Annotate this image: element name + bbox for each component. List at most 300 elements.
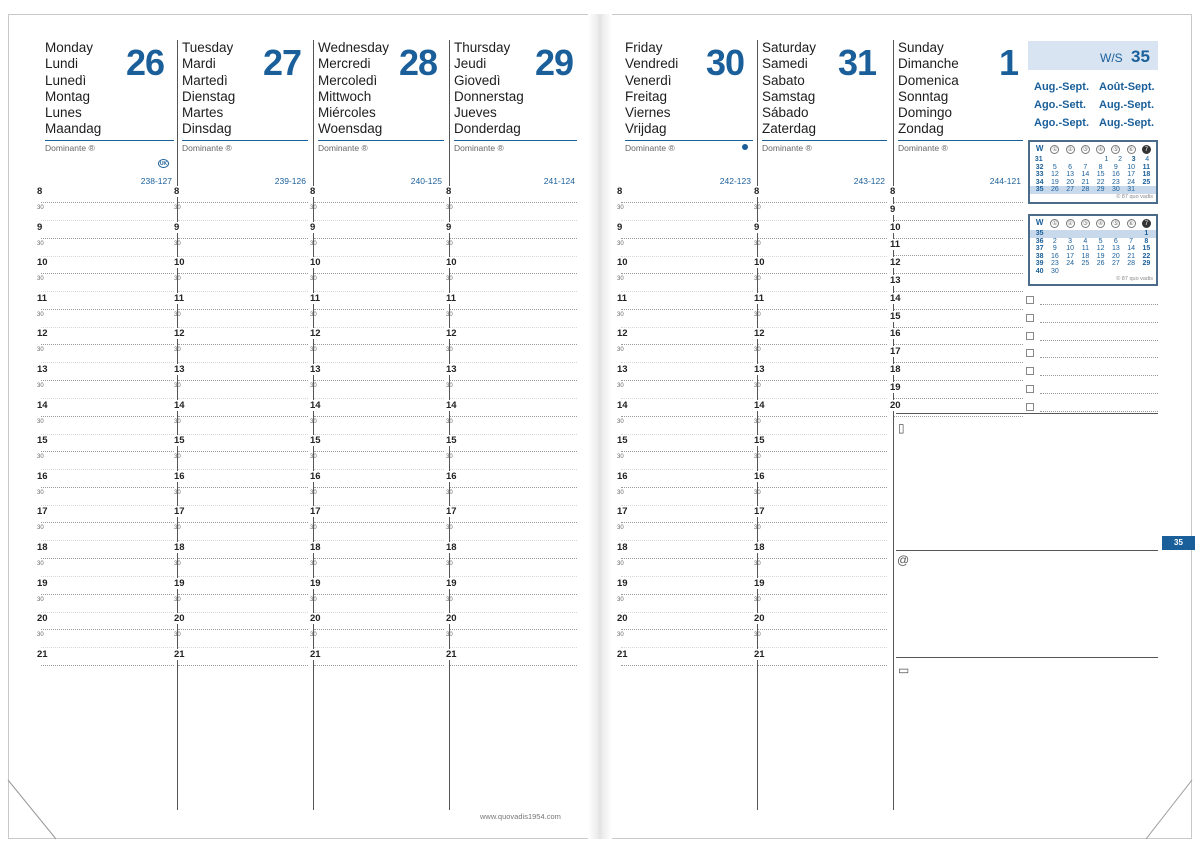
- hour-line[interactable]: [178, 487, 308, 488]
- hour-line[interactable]: [450, 238, 577, 239]
- half-hour-line[interactable]: [758, 434, 887, 435]
- hour-line[interactable]: [894, 398, 1023, 399]
- calendar-day[interactable]: 4: [1145, 156, 1150, 163]
- calendar-day[interactable]: 21: [1081, 178, 1090, 186]
- hour-line[interactable]: [621, 558, 753, 559]
- calendar-day[interactable]: [1095, 230, 1107, 238]
- calendar-day[interactable]: [1049, 230, 1061, 238]
- calendar-day[interactable]: [1046, 156, 1058, 164]
- calendar-day[interactable]: 15: [1142, 245, 1151, 253]
- half-hour-line[interactable]: [178, 398, 308, 399]
- half-hour-line[interactable]: [314, 469, 444, 470]
- half-hour-line[interactable]: [621, 647, 753, 648]
- hour-line[interactable]: [450, 202, 577, 203]
- day-column: [617, 40, 755, 810]
- hour-line[interactable]: [758, 380, 887, 381]
- calendar-day[interactable]: 6: [1068, 163, 1073, 171]
- dominante-label: Dominante ®: [318, 143, 368, 153]
- half-hour-line[interactable]: [41, 612, 174, 613]
- hour-line[interactable]: [41, 522, 174, 523]
- calendar-day[interactable]: 13: [1111, 245, 1120, 253]
- calendar-day[interactable]: [1064, 230, 1076, 238]
- task-checkbox[interactable]: [1026, 349, 1034, 357]
- half-hour-line[interactable]: [41, 256, 174, 257]
- half-hour-line[interactable]: [621, 362, 753, 363]
- calendar-day[interactable]: 7: [1083, 163, 1088, 171]
- calendar-day[interactable]: 13: [1066, 171, 1075, 179]
- half-hour-label: 30: [174, 596, 181, 603]
- hour-line[interactable]: [621, 380, 753, 381]
- calendar-day[interactable]: [1110, 230, 1122, 238]
- hour-line[interactable]: [621, 487, 753, 488]
- half-hour-label: 30: [446, 311, 453, 318]
- hour-line[interactable]: [41, 344, 174, 345]
- half-hour-line[interactable]: [450, 291, 577, 292]
- hour-line[interactable]: [758, 451, 887, 452]
- half-hour-line[interactable]: [621, 469, 753, 470]
- calendar-day[interactable]: 29: [1096, 186, 1105, 194]
- calendar-day[interactable]: [1140, 186, 1152, 194]
- day-name: Samstag: [762, 88, 816, 104]
- half-hour-line[interactable]: [314, 612, 444, 613]
- calendar-day[interactable]: 26: [1050, 186, 1059, 194]
- half-hour-line[interactable]: [621, 220, 753, 221]
- hour-line[interactable]: [41, 594, 174, 595]
- half-hour-label: 30: [37, 347, 44, 354]
- half-hour-line[interactable]: [41, 576, 174, 577]
- hour-line[interactable]: [314, 202, 444, 203]
- hour-line[interactable]: [314, 629, 444, 630]
- calendar-day[interactable]: 8: [1098, 163, 1103, 171]
- hour-line[interactable]: [894, 220, 1023, 221]
- hour-line[interactable]: [758, 344, 887, 345]
- half-hour-line[interactable]: [758, 505, 887, 506]
- half-hour-line[interactable]: [450, 469, 577, 470]
- calendar-day[interactable]: 28: [1127, 260, 1136, 268]
- task-line[interactable]: [1040, 375, 1158, 376]
- calendar-day[interactable]: 10: [1066, 245, 1075, 253]
- calendar-day[interactable]: 4: [1083, 237, 1088, 245]
- half-hour-line[interactable]: [621, 576, 753, 577]
- day-name: Jeudi: [454, 56, 487, 72]
- calendar-day[interactable]: 2: [1118, 156, 1122, 163]
- calendar-day[interactable]: 24: [1127, 178, 1136, 186]
- calendar-day[interactable]: 3: [1131, 156, 1136, 163]
- day-name: Mercoledì: [318, 72, 378, 88]
- hour-line[interactable]: [450, 558, 577, 559]
- hour-line[interactable]: [314, 487, 444, 488]
- calendar-day[interactable]: 3: [1068, 237, 1073, 245]
- half-hour-line[interactable]: [178, 540, 308, 541]
- day-name: Sábado: [762, 105, 809, 121]
- hour-line[interactable]: [758, 416, 887, 417]
- half-hour-line[interactable]: [178, 434, 308, 435]
- hour-line[interactable]: [450, 309, 577, 310]
- calendar-day[interactable]: 22: [1096, 178, 1105, 186]
- calendar-day[interactable]: 5: [1052, 163, 1057, 171]
- half-hour-label: 30: [754, 418, 761, 425]
- calendar-day[interactable]: 2: [1052, 237, 1057, 245]
- hour-line[interactable]: [178, 202, 308, 203]
- half-hour-line[interactable]: [41, 505, 174, 506]
- half-hour-line[interactable]: [41, 647, 174, 648]
- hour-line[interactable]: [894, 273, 1023, 274]
- half-hour-line[interactable]: [450, 327, 577, 328]
- calendar-day[interactable]: 26: [1096, 260, 1105, 268]
- hour-label: 14: [174, 399, 185, 411]
- hour-line[interactable]: [314, 451, 444, 452]
- hour-line[interactable]: [621, 594, 753, 595]
- hour-line[interactable]: [450, 594, 577, 595]
- half-hour-line[interactable]: [621, 256, 753, 257]
- hour-label: 9: [310, 221, 316, 233]
- hour-line[interactable]: [314, 309, 444, 310]
- day-number: 31: [838, 42, 877, 83]
- half-hour-line[interactable]: [450, 540, 577, 541]
- calendar-day[interactable]: 24: [1066, 260, 1075, 268]
- half-hour-line[interactable]: [314, 327, 444, 328]
- hour-line[interactable]: [41, 238, 174, 239]
- task-checkbox[interactable]: [1026, 332, 1034, 340]
- hour-line[interactable]: [450, 416, 577, 417]
- task-line[interactable]: [1040, 357, 1158, 358]
- calendar-day[interactable]: 17: [1127, 171, 1136, 179]
- hour-line[interactable]: [894, 291, 1023, 292]
- calendar-day[interactable]: 5: [1098, 237, 1103, 245]
- calendar-day[interactable]: [1079, 230, 1091, 238]
- hour-line[interactable]: [894, 255, 1023, 256]
- half-hour-line[interactable]: [314, 576, 444, 577]
- task-checkbox[interactable]: [1026, 385, 1034, 393]
- half-hour-line[interactable]: [450, 647, 577, 648]
- calendar-day[interactable]: 1: [1144, 230, 1149, 237]
- hour-line[interactable]: [178, 665, 308, 666]
- half-hour-label: 30: [37, 489, 44, 496]
- hour-line[interactable]: [314, 558, 444, 559]
- calendar-day[interactable]: 21: [1127, 252, 1136, 260]
- hour-line[interactable]: [758, 665, 887, 666]
- half-hour-line[interactable]: [314, 647, 444, 648]
- hour-line[interactable]: [314, 522, 444, 523]
- weekday-marker: ④: [1097, 220, 1104, 227]
- hour-line[interactable]: [314, 238, 444, 239]
- calendar-day[interactable]: 8: [1144, 237, 1149, 245]
- half-hour-line[interactable]: [314, 540, 444, 541]
- calendar-day[interactable]: 31: [1127, 186, 1136, 194]
- calendar-week-row: [1030, 186, 1156, 194]
- hour-line[interactable]: [178, 451, 308, 452]
- calendar-day[interactable]: 20: [1111, 252, 1120, 260]
- half-hour-line[interactable]: [178, 612, 308, 613]
- hour-line[interactable]: [621, 309, 753, 310]
- hour-line[interactable]: [894, 309, 1023, 310]
- hour-label: 9: [446, 221, 452, 233]
- half-hour-line[interactable]: [41, 398, 174, 399]
- calendar-day[interactable]: [1087, 156, 1099, 164]
- half-hour-line[interactable]: [314, 362, 444, 363]
- hour-line[interactable]: [178, 273, 308, 274]
- hour-label: 9: [754, 221, 760, 233]
- half-hour-line[interactable]: [758, 327, 887, 328]
- hour-line[interactable]: [450, 487, 577, 488]
- hour-line[interactable]: [894, 238, 1023, 239]
- hour-line[interactable]: [621, 344, 753, 345]
- hour-line[interactable]: [41, 309, 174, 310]
- hour-line[interactable]: [894, 327, 1023, 328]
- hour-line[interactable]: [41, 487, 174, 488]
- half-hour-line[interactable]: [178, 362, 308, 363]
- half-hour-line[interactable]: [621, 540, 753, 541]
- task-line[interactable]: [1040, 411, 1158, 412]
- hour-line[interactable]: [758, 629, 887, 630]
- hour-line[interactable]: [758, 273, 887, 274]
- half-hour-line[interactable]: [178, 291, 308, 292]
- half-hour-line[interactable]: [314, 291, 444, 292]
- calendar-day[interactable]: 28: [1081, 186, 1090, 194]
- half-hour-line[interactable]: [41, 434, 174, 435]
- half-hour-line[interactable]: [758, 540, 887, 541]
- half-hour-line[interactable]: [178, 505, 308, 506]
- calendar-day[interactable]: 12: [1096, 245, 1105, 253]
- calendar-day[interactable]: 30: [1050, 267, 1059, 275]
- half-hour-line[interactable]: [450, 220, 577, 221]
- hour-line[interactable]: [758, 522, 887, 523]
- calendar-day[interactable]: 30: [1111, 186, 1120, 194]
- hour-line[interactable]: [450, 522, 577, 523]
- hour-line[interactable]: [41, 380, 174, 381]
- calendar-day[interactable]: 12: [1050, 171, 1059, 179]
- calendar-day[interactable]: 16: [1111, 171, 1120, 179]
- hour-line[interactable]: [178, 416, 308, 417]
- hour-line[interactable]: [178, 380, 308, 381]
- hour-line[interactable]: [450, 380, 577, 381]
- calendar-day[interactable]: 1: [1104, 156, 1109, 163]
- half-hour-line[interactable]: [758, 647, 887, 648]
- day-name: Freitag: [625, 88, 668, 104]
- hour-line[interactable]: [41, 451, 174, 452]
- calendar-day[interactable]: 19: [1050, 178, 1059, 186]
- half-hour-line[interactable]: [758, 362, 887, 363]
- half-hour-line[interactable]: [41, 469, 174, 470]
- hour-line[interactable]: [41, 665, 174, 666]
- hour-line[interactable]: [41, 416, 174, 417]
- hour-line[interactable]: [758, 487, 887, 488]
- hour-line[interactable]: [621, 238, 753, 239]
- hour-line[interactable]: [450, 451, 577, 452]
- calendar-day[interactable]: 10: [1127, 163, 1136, 171]
- half-hour-line[interactable]: [178, 220, 308, 221]
- hour-line[interactable]: [621, 416, 753, 417]
- calendar-day[interactable]: [1079, 268, 1091, 276]
- hour-line[interactable]: [314, 416, 444, 417]
- calendar-day[interactable]: 16: [1050, 252, 1059, 260]
- hour-line[interactable]: [450, 665, 577, 666]
- calendar-day[interactable]: 9: [1113, 163, 1118, 171]
- calendar-day[interactable]: 11: [1142, 163, 1151, 171]
- hour-line[interactable]: [314, 594, 444, 595]
- calendar-day[interactable]: 19: [1096, 252, 1105, 260]
- calendar-day[interactable]: 9: [1052, 245, 1057, 253]
- half-hour-line[interactable]: [621, 505, 753, 506]
- calendar-day[interactable]: 27: [1111, 260, 1120, 268]
- hour-line[interactable]: [314, 665, 444, 666]
- half-hour-line[interactable]: [314, 505, 444, 506]
- hour-line[interactable]: [178, 594, 308, 595]
- half-hour-label: 30: [446, 596, 453, 603]
- half-hour-line[interactable]: [314, 434, 444, 435]
- hour-line[interactable]: [758, 594, 887, 595]
- hour-line[interactable]: [621, 522, 753, 523]
- half-hour-label: 30: [754, 383, 761, 389]
- half-hour-line[interactable]: [621, 327, 753, 328]
- hour-line[interactable]: [758, 558, 887, 559]
- hour-line[interactable]: [178, 309, 308, 310]
- calendar-day[interactable]: [1110, 268, 1122, 276]
- half-hour-line[interactable]: [450, 576, 577, 577]
- task-line[interactable]: [1040, 393, 1158, 394]
- half-hour-line[interactable]: [178, 469, 308, 470]
- hour-line[interactable]: [758, 309, 887, 310]
- task-checkbox[interactable]: [1026, 367, 1034, 375]
- hour-line[interactable]: [894, 416, 1023, 417]
- calendar-day[interactable]: 22: [1142, 252, 1151, 260]
- hour-line[interactable]: [178, 344, 308, 345]
- hour-label: 12: [446, 328, 457, 340]
- calendar-day[interactable]: 27: [1066, 186, 1075, 194]
- half-hour-line[interactable]: [758, 398, 887, 399]
- calendar-day[interactable]: 20: [1066, 178, 1075, 186]
- hour-line[interactable]: [621, 629, 753, 630]
- hour-line[interactable]: [758, 202, 887, 203]
- calendar-day[interactable]: 11: [1081, 245, 1090, 253]
- hour-line[interactable]: [178, 558, 308, 559]
- half-hour-line[interactable]: [41, 220, 174, 221]
- half-hour-line[interactable]: [621, 434, 753, 435]
- calendar-day[interactable]: [1125, 268, 1137, 276]
- hour-line[interactable]: [178, 629, 308, 630]
- hour-line[interactable]: [758, 238, 887, 239]
- calendar-day[interactable]: [1073, 156, 1085, 164]
- half-hour-line[interactable]: [450, 398, 577, 399]
- hour-line[interactable]: [621, 665, 753, 666]
- hour-line[interactable]: [894, 362, 1023, 363]
- hour-line[interactable]: [894, 202, 1023, 203]
- half-hour-line[interactable]: [178, 576, 308, 577]
- task-checkbox[interactable]: [1026, 403, 1034, 411]
- hour-line[interactable]: [178, 522, 308, 523]
- hour-line[interactable]: [621, 451, 753, 452]
- day-column: [890, 40, 1025, 810]
- half-hour-line[interactable]: [41, 540, 174, 541]
- hour-line[interactable]: [450, 629, 577, 630]
- hour-line[interactable]: [621, 273, 753, 274]
- calendar-day[interactable]: 25: [1081, 260, 1090, 268]
- week-tab[interactable]: 35: [1162, 536, 1195, 550]
- half-hour-line[interactable]: [450, 256, 577, 257]
- half-hour-line[interactable]: [758, 291, 887, 292]
- calendar-day[interactable]: 14: [1127, 245, 1136, 253]
- half-hour-line[interactable]: [178, 647, 308, 648]
- calendar-day[interactable]: 15: [1096, 171, 1105, 179]
- calendar-day[interactable]: 17: [1066, 252, 1075, 260]
- half-hour-label: 30: [174, 205, 181, 211]
- half-hour-line[interactable]: [450, 612, 577, 613]
- half-hour-label: 30: [754, 240, 761, 247]
- hour-line[interactable]: [178, 238, 308, 239]
- half-hour-line[interactable]: [758, 469, 887, 470]
- half-hour-label: 30: [174, 489, 181, 496]
- task-checkbox[interactable]: [1026, 296, 1034, 304]
- calendar-day[interactable]: 14: [1081, 171, 1090, 179]
- half-hour-label: 30: [37, 561, 44, 567]
- hour-line[interactable]: [894, 344, 1023, 345]
- half-hour-line[interactable]: [314, 220, 444, 221]
- calendar-day[interactable]: [1060, 156, 1072, 164]
- hour-label: 10: [37, 257, 48, 269]
- half-hour-line[interactable]: [758, 576, 887, 577]
- calendar-day[interactable]: [1095, 268, 1107, 276]
- hour-line[interactable]: [41, 202, 174, 203]
- hour-line[interactable]: [621, 202, 753, 203]
- hour-line[interactable]: [450, 344, 577, 345]
- weekday-marker: 7: [1142, 219, 1151, 228]
- half-hour-line[interactable]: [621, 291, 753, 292]
- calendar-day[interactable]: 18: [1081, 252, 1090, 260]
- hour-line[interactable]: [450, 273, 577, 274]
- half-hour-line[interactable]: [758, 256, 887, 257]
- half-hour-line[interactable]: [41, 327, 174, 328]
- half-hour-line[interactable]: [41, 291, 174, 292]
- calendar-day[interactable]: 7: [1129, 237, 1134, 245]
- calendar-day[interactable]: [1064, 268, 1076, 276]
- half-hour-line[interactable]: [314, 398, 444, 399]
- hour-line[interactable]: [41, 273, 174, 274]
- half-hour-line[interactable]: [178, 256, 308, 257]
- hour-line[interactable]: [314, 380, 444, 381]
- half-hour-line[interactable]: [450, 362, 577, 363]
- half-hour-line[interactable]: [621, 398, 753, 399]
- task-checkbox[interactable]: [1026, 314, 1034, 322]
- half-hour-line[interactable]: [450, 505, 577, 506]
- half-hour-line[interactable]: [758, 612, 887, 613]
- half-hour-line[interactable]: [621, 612, 753, 613]
- calendar-day[interactable]: 18: [1142, 171, 1151, 179]
- half-hour-line[interactable]: [178, 327, 308, 328]
- hour-line[interactable]: [41, 629, 174, 630]
- hour-line[interactable]: [314, 344, 444, 345]
- calendar-day[interactable]: 23: [1050, 260, 1059, 268]
- hour-line[interactable]: [41, 558, 174, 559]
- half-hour-line[interactable]: [41, 362, 174, 363]
- half-hour-label: 30: [754, 596, 761, 603]
- hour-line[interactable]: [314, 273, 444, 274]
- task-line[interactable]: [1040, 322, 1158, 323]
- half-hour-label: 30: [174, 347, 181, 354]
- half-hour-line[interactable]: [450, 434, 577, 435]
- calendar-day[interactable]: [1125, 230, 1137, 238]
- task-line[interactable]: [1040, 340, 1158, 341]
- half-hour-line[interactable]: [314, 256, 444, 257]
- calendar-day[interactable]: 29: [1142, 260, 1151, 268]
- task-line[interactable]: [1040, 304, 1158, 305]
- calendar-day[interactable]: [1140, 268, 1152, 276]
- calendar-day[interactable]: 23: [1111, 178, 1120, 186]
- calendar-day[interactable]: 6: [1113, 237, 1118, 245]
- calendar-day[interactable]: 25: [1142, 178, 1151, 186]
- hour-line[interactable]: [894, 380, 1023, 381]
- half-hour-line[interactable]: [758, 220, 887, 221]
- day-name: Vrijdag: [625, 121, 667, 137]
